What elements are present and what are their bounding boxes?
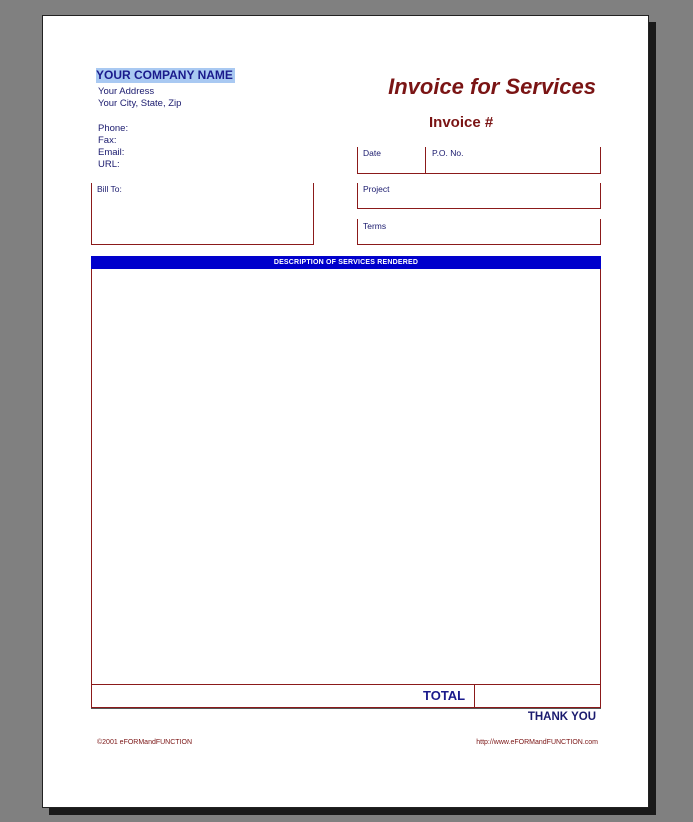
bill-to-label: Bill To:	[97, 184, 122, 194]
terms-label: Terms	[363, 221, 387, 231]
invoice-page	[42, 15, 649, 808]
email-label: Email:	[98, 147, 125, 158]
services-header: DESCRIPTION OF SERVICES RENDERED	[91, 256, 601, 269]
po-label: P.O. No.	[432, 148, 464, 158]
bill-to-box[interactable]	[91, 183, 315, 245]
date-label: Date	[363, 148, 381, 158]
url-label: URL:	[98, 159, 120, 170]
project-box[interactable]	[357, 183, 601, 209]
terms-box[interactable]	[357, 219, 601, 245]
company-address: Your Address	[98, 86, 155, 97]
copyright-text: ©2001 eFORMandFUNCTION	[97, 739, 193, 746]
company-name[interactable]: YOUR COMPANY NAME	[96, 68, 233, 82]
company-city-line: Your City, State, Zip	[98, 98, 182, 109]
website-link[interactable]: http://www.eFORMandFUNCTION.com	[476, 739, 598, 746]
services-description-area[interactable]	[91, 256, 601, 708]
total-label: TOTAL	[423, 688, 466, 703]
invoice-title: Invoice for Services	[388, 74, 596, 99]
fax-label: Fax:	[98, 135, 117, 146]
phone-label: Phone:	[98, 123, 129, 134]
date-po-box[interactable]	[357, 147, 601, 174]
total-amount-field[interactable]	[475, 685, 600, 707]
thank-you-text: THANK YOU	[527, 711, 596, 723]
invoice-number-label: Invoice #	[429, 114, 494, 131]
project-label: Project	[363, 184, 390, 194]
bottom-rule	[91, 708, 601, 709]
